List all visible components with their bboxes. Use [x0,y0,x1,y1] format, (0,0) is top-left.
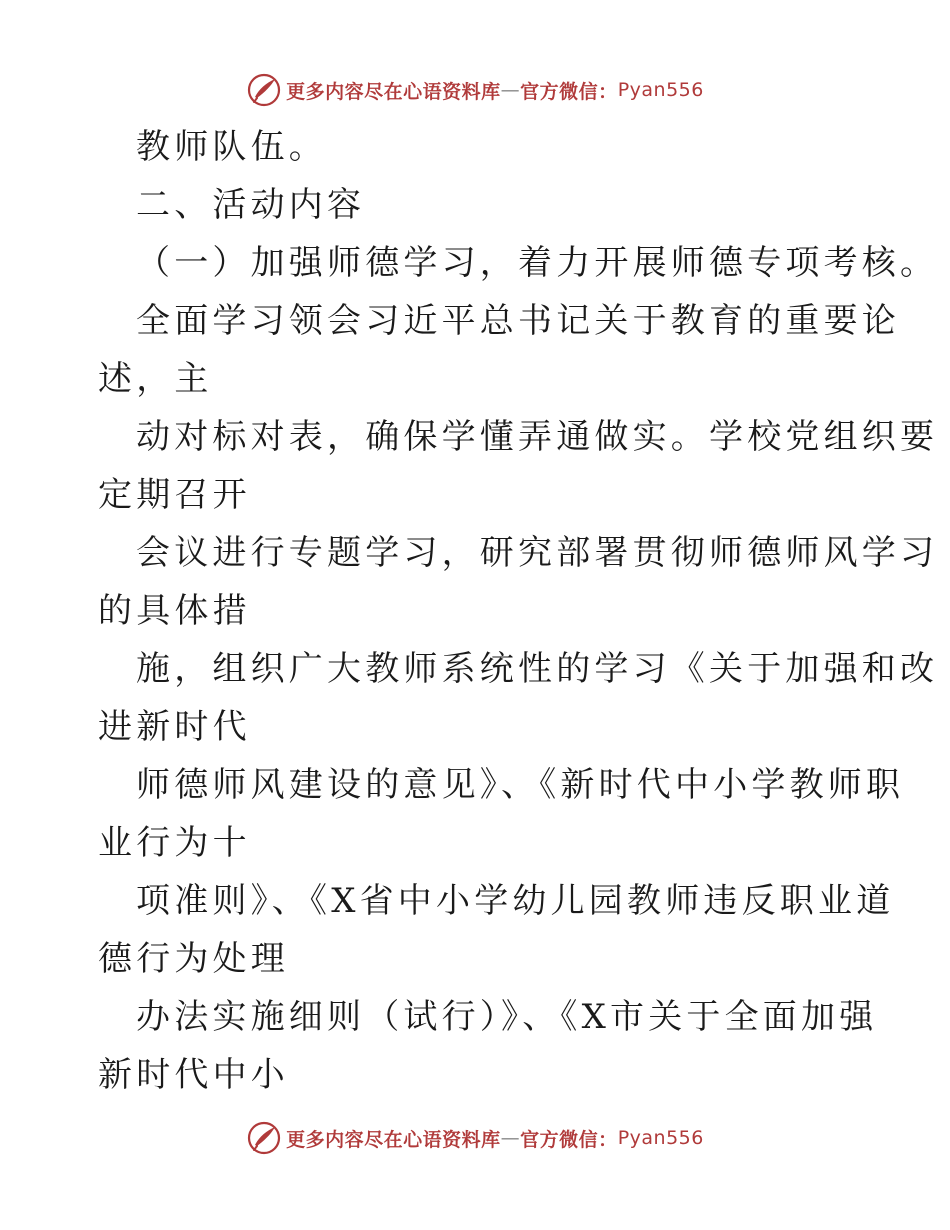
watermark-wechat-id: Pyan556 [617,79,704,101]
quill-logo-icon [246,1120,282,1156]
watermark-main-text: 更多内容尽在心语资料库 [286,1128,501,1151]
text-line: 办法实施细则（试行）》、《X市关于全面加强 [136,997,878,1037]
footer-watermark [0,1118,950,1158]
watermark-wechat-id: Pyan556 [617,1127,704,1149]
text-line: 德行为处理 [98,939,289,979]
section-heading: 二、活动内容 [136,185,366,225]
text-line: 教师队伍。 [136,127,327,167]
text-line: 业行为十 [98,823,251,863]
text-line: 进新时代 [98,707,251,747]
quill-logo-icon [246,72,282,108]
text-line: 的具体措 [98,591,251,631]
text-line: 施，组织广大教师系统性的学习《关于加强和改 [136,649,939,689]
text-line: 项准则》、《X省中小学幼儿园教师违反职业道 [136,881,895,921]
text-line: 定期召开 [98,475,251,515]
watermark-main-text: 更多内容尽在心语资料库 [286,80,501,103]
text-line: 会议进行专题学习，研究部署贯彻师德师风学习 [136,533,939,573]
text-line: 动对标对表，确保学懂弄通做实。学校党组织要 [136,417,939,457]
watermark-separator: — [500,1127,521,1149]
watermark-separator: — [500,79,521,101]
watermark-wechat-label: 官方微信： [520,80,618,103]
subsection-heading: （一）加强师德学习，着力开展师德专项考核。 [136,243,939,283]
text-line: 全面学习领会习近平总书记关于教育的重要论 [136,301,900,341]
text-line: 新时代中小 [98,1055,289,1095]
text-line: 师德师风建设的意见》、《新时代中小学教师职 [136,765,905,805]
watermark-wechat-label: 官方微信： [520,1128,618,1151]
document-body [98,118,939,1104]
header-watermark [0,70,950,110]
text-line: 述，主 [98,359,213,399]
